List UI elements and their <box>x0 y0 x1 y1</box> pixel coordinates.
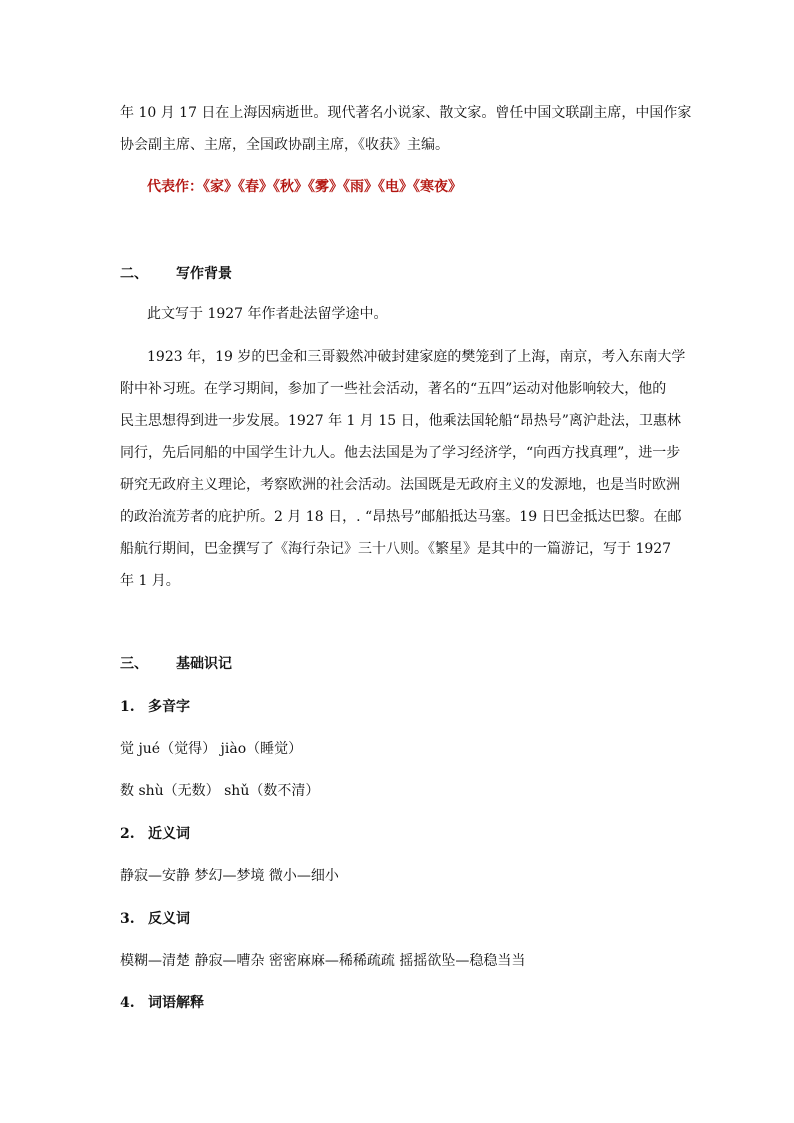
item-4-title: 词语解释 <box>148 995 204 1011</box>
section-2-p2-line-8: 年 1 月。 <box>120 573 180 589</box>
representative-works: 代表作：《家》《春》《秋》《雾》《雨》《电》《寒夜》 <box>147 179 462 195</box>
polyphone-line-1: 觉 jué（觉得） jiào（睡觉） <box>120 741 303 757</box>
item-4-number: 4. <box>120 995 135 1011</box>
section-2-number: 二、 <box>120 266 148 282</box>
section-2-p2-line-7: 船航行期间，巴金撰写了《海行杂记》三十八则。《繁星》是其中的一篇游记，写于 1927 <box>120 541 672 557</box>
item-3-title: 反义词 <box>148 911 190 927</box>
item-1-title: 多音字 <box>148 699 190 715</box>
item-2-title: 近义词 <box>148 826 190 842</box>
section-3-title: 基础识记 <box>176 656 232 672</box>
section-2-p2-line-4: 同行，先后同船的中国学生计九人。他去法国是为了学习经济学，“向西方找真理”，进一步 <box>120 445 681 461</box>
item-3-number: 3. <box>120 911 135 927</box>
bio-line-2: 协会副主席、主席，全国政协副主席，《收获》主编。 <box>120 137 449 153</box>
section-2-p2-line-1: 1923 年，19 岁的巴金和三哥毅然冲破封建家庭的樊笼到了上海，南京，考入东南大学 <box>147 349 686 365</box>
section-2-p2-line-5: 研究无政府主义理论，考察欧洲的社会活动。法国既是无政府主义的发源地，也是当时欧洲 <box>120 477 680 493</box>
item-2-number: 2. <box>120 826 135 842</box>
synonyms-line: 静寂—安静 梦幻—梦境 微小—细小 <box>120 868 339 884</box>
section-2-paragraph-1: 此文写于 1927 年作者赴法留学途中。 <box>147 306 388 322</box>
section-2-p2-line-2: 附中补习班。在学习期间，参加了一些社会活动，著名的“五四”运动对他影响较大，他的 <box>120 381 667 397</box>
section-2-p2-line-6: 的政治流芳者的庇护所。2 月 18 日，. “昂热号”邮船抵达马塞。19 日巴金抵达巴黎。在邮 <box>120 509 682 525</box>
section-2-title: 写作背景 <box>176 266 232 282</box>
antonyms-line: 模糊—清楚 静寂—嘈杂 密密麻麻—稀稀疏疏 摇摇欲坠—稳稳当当 <box>120 953 526 969</box>
polyphone-line-2: 数 shù（无数） shǔ（数不清） <box>120 783 320 799</box>
section-2-p2-line-3: 民主思想得到进一步发展。1927 年 1 月 15 日，他乘法国轮船“昂热号”离沪赴法，卫惠林 <box>120 413 681 429</box>
item-1-number: 1. <box>120 699 135 715</box>
section-3-number: 三、 <box>120 656 148 672</box>
bio-line-1: 年 10 月 17 日在上海因病逝世。现代著名小说家、散文家。曾任中国文联副主席，中国作家 <box>120 105 692 121</box>
